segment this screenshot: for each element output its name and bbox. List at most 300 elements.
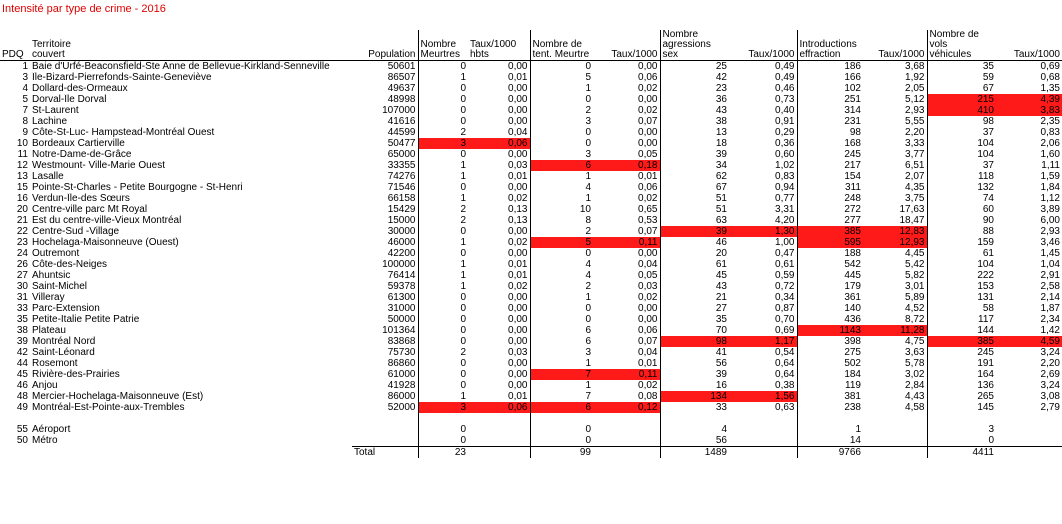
header-meurtres-line1: Nombre: [420, 39, 457, 50]
cell-territoire: Montréal-Est-Pointe-aux-Trembles: [32, 402, 185, 413]
cell-taux-introductions: 12,93: [863, 237, 927, 248]
cell-meurtres: 0: [418, 292, 468, 303]
cell-tent-meurtre: 1: [530, 171, 593, 182]
cell-taux-tent: 0,06: [638, 182, 658, 193]
cell-introductions: 119: [797, 380, 863, 391]
cell-taux-agressions: 1,56: [729, 391, 797, 402]
cell-taux-introductions: 4,52: [905, 303, 925, 314]
cell-taux-introductions: 5,82: [905, 270, 925, 281]
cell-taux-agressions: 0,36: [775, 138, 795, 149]
cell-pdq: 1: [22, 61, 28, 72]
cell-taux-tent: 0,02: [638, 83, 658, 94]
cell-taux-introductions: 11,28: [863, 325, 927, 336]
cell-taux-introductions: 4,35: [905, 182, 925, 193]
cell-population: 86860: [387, 358, 416, 369]
cell-agressions: 56: [660, 435, 729, 447]
cell-taux-introductions: 3,75: [905, 193, 925, 204]
cell-introductions: 188: [797, 248, 863, 259]
cell-pdq: 26: [16, 259, 28, 270]
header-agressions: [660, 30, 729, 61]
cell-territoire: Métro: [32, 435, 58, 447]
cell-taux-agressions: 0,91: [775, 116, 795, 127]
cell-population: 83868: [387, 336, 416, 347]
header-taux-agressions: Taux/1000: [729, 30, 797, 61]
cell-taux-meurtres: 0,01: [508, 259, 528, 270]
cell-vols: 164: [927, 369, 996, 380]
cell-vols: 59: [927, 72, 996, 83]
cell-taux-introductions: [863, 424, 927, 435]
header-vols: [927, 30, 996, 61]
cell-agressions: 4: [660, 424, 729, 435]
cell-population: 42200: [387, 248, 416, 259]
cell-pdq: 10: [16, 138, 28, 149]
table-body: [0, 61, 1062, 414]
cell-taux-introductions: 2,84: [905, 380, 925, 391]
cell-taux-agressions: 0,49: [775, 61, 795, 72]
cell-meurtres: 1: [418, 193, 468, 204]
table-row: [0, 193, 1062, 204]
cell-pdq: 50: [16, 435, 28, 447]
cell-vols: 67: [927, 83, 996, 94]
cell-taux-agressions: 0,54: [775, 347, 795, 358]
cell-territoire: Pointe-St-Charles - Petite Bourgogne - St-Henri: [32, 182, 243, 193]
cell-territoire: Notre-Dame-de-Grâce: [32, 149, 132, 160]
cell-population: 86507: [387, 72, 416, 83]
cell-tent-meurtre: 2: [530, 281, 593, 292]
cell-agressions: 51: [660, 193, 729, 204]
cell-agressions: 41: [660, 347, 729, 358]
cell-taux-tent: 0,07: [638, 336, 658, 347]
header-intro-line1: Introductions: [799, 39, 857, 50]
cell-meurtres: 1: [418, 171, 468, 182]
cell-taux-agressions: 0,70: [775, 314, 795, 325]
cell-tent-meurtre: 0: [530, 303, 593, 314]
cell-agressions: 43: [660, 281, 729, 292]
table-row: [0, 138, 1062, 149]
cell-meurtres: 0: [418, 303, 468, 314]
cell-meurtres: 0: [418, 105, 468, 116]
cell-taux-agressions: 0,46: [775, 83, 795, 94]
cell-meurtres: 1: [418, 160, 468, 171]
table-row: [0, 270, 1062, 281]
cell-vols: 159: [927, 237, 996, 248]
crime-table-wrapper: [0, 30, 1062, 458]
header-row: [0, 30, 1062, 61]
cell-tent-meurtre: 6: [530, 160, 593, 171]
cell-taux-tent: 0,06: [638, 72, 658, 83]
cell-agressions: 36: [660, 94, 729, 105]
cell-taux-tent: 0,00: [638, 61, 658, 72]
sheet-title: Intensité par type de crime - 2016: [2, 3, 166, 15]
cell-taux-introductions: 4,58: [905, 402, 925, 413]
cell-territoire: Rosemont: [32, 358, 78, 369]
cell-tent-meurtre: 3: [530, 116, 593, 127]
cell-taux-tent: 0,00: [638, 248, 658, 259]
cell-introductions: 275: [797, 347, 863, 358]
cell-taux-vols: [996, 424, 1062, 435]
cell-taux-vols: 2,06: [1040, 138, 1060, 149]
cell-tent-meurtre: 4: [530, 259, 593, 270]
cell-taux-meurtres: 0,00: [508, 182, 528, 193]
cell-introductions: 217: [797, 160, 863, 171]
cell-taux-tent: 0,11: [593, 369, 660, 380]
header-intro-line2: effraction: [799, 49, 841, 60]
cell-agressions: 23: [660, 83, 729, 94]
cell-meurtres: 0: [418, 182, 468, 193]
cell-taux-tent: [593, 435, 660, 447]
cell-taux-agressions: 0,38: [775, 380, 795, 391]
table-row: [0, 380, 1062, 391]
cell-taux-meurtres: 0,00: [508, 325, 528, 336]
cell-pdq: 8: [22, 116, 28, 127]
cell-taux-meurtres: 0,02: [508, 237, 528, 248]
cell-taux-meurtres: 0,00: [508, 314, 528, 325]
header-territoire-line1: Territoire: [32, 39, 71, 50]
cell-taux-tent: 0,05: [638, 270, 658, 281]
cell-taux-tent: 0,12: [593, 402, 660, 413]
cell-introductions: 166: [797, 72, 863, 83]
cell-tent-meurtre: 6: [530, 336, 593, 347]
cell-tent-meurtre: 1: [530, 358, 593, 369]
cell-meurtres: 1: [418, 391, 468, 402]
cell-territoire: Bordeaux Cartierville: [32, 138, 125, 149]
cell-taux-introductions: 3,68: [905, 61, 925, 72]
cell-taux-agressions: 0,87: [775, 303, 795, 314]
table-row: [0, 127, 1062, 138]
cell-meurtres: 0: [418, 358, 468, 369]
table-row: [0, 314, 1062, 325]
cell-territoire: Centre-ville parc Mt Royal: [32, 204, 148, 215]
cell-agressions: 42: [660, 72, 729, 83]
cell-pdq: 24: [16, 248, 28, 259]
cell-territoire: Villeray: [32, 292, 65, 303]
cell-taux-introductions: 8,72: [905, 314, 925, 325]
cell-taux-vols: 2,93: [1040, 226, 1060, 237]
table-row: [0, 160, 1062, 171]
table-row: [0, 94, 1062, 105]
cell-taux-vols: 1,04: [1040, 259, 1060, 270]
cell-vols: 98: [927, 116, 996, 127]
cell-tent-meurtre: 0: [530, 138, 593, 149]
cell-agressions: 39: [660, 149, 729, 160]
table-footer: [0, 447, 1062, 459]
cell-taux-meurtres: 0,04: [508, 127, 528, 138]
cell-taux-meurtres: 0,00: [508, 226, 528, 237]
cell-population: 71546: [387, 182, 416, 193]
cell-agressions: 13: [660, 127, 729, 138]
cell-taux-introductions: 5,55: [905, 116, 925, 127]
cell-introductions: 361: [797, 292, 863, 303]
cell-vols: 60: [927, 204, 996, 215]
cell-taux-tent: 0,00: [638, 138, 658, 149]
cell-pdq: 45: [16, 369, 28, 380]
cell-tent-meurtre: 1: [530, 292, 593, 303]
cell-taux-meurtres: [468, 424, 530, 435]
cell-territoire: Ahuntsic: [32, 270, 71, 281]
cell-taux-agressions: 0,64: [775, 358, 795, 369]
cell-meurtres: 0: [418, 116, 468, 127]
cell-meurtres: 0: [418, 380, 468, 391]
cell-territoire: Côte-des-Neiges: [32, 259, 108, 270]
cell-population: 75730: [387, 347, 416, 358]
cell-population: 76414: [387, 270, 416, 281]
cell-vols: 90: [927, 215, 996, 226]
cell-taux-agressions: 1,00: [775, 237, 795, 248]
cell-agressions: 16: [660, 380, 729, 391]
cell-taux-vols: 3,24: [1040, 380, 1060, 391]
cell-taux-meurtres: 0,06: [468, 402, 530, 413]
table-row: [0, 292, 1062, 303]
cell-meurtres: 1: [418, 237, 468, 248]
cell-territoire: Saint-Michel: [32, 281, 88, 292]
table-row: [0, 204, 1062, 215]
cell-taux-introductions: 2,93: [905, 105, 925, 116]
cell-taux-introductions: 2,05: [905, 83, 925, 94]
cell-territoire: Saint-Léonard: [32, 347, 95, 358]
header-taux-meurtres-line1: Taux/1000: [470, 39, 517, 50]
cell-population: [352, 435, 418, 447]
cell-taux-meurtres: 0,01: [508, 72, 528, 83]
table-row: [0, 226, 1062, 237]
cell-population: 65000: [387, 149, 416, 160]
cell-vols: 37: [927, 127, 996, 138]
cell-introductions: 154: [797, 171, 863, 182]
cell-taux-meurtres: 0,00: [508, 83, 528, 94]
cell-introductions: 385: [797, 226, 863, 237]
cell-taux-agressions: 0,63: [775, 402, 795, 413]
cell-taux-meurtres: 0,00: [508, 116, 528, 127]
total-tent: 99: [530, 447, 593, 459]
cell-vols: 385: [927, 336, 996, 347]
cell-meurtres: 0: [418, 248, 468, 259]
cell-taux-meurtres: 0,00: [508, 149, 528, 160]
cell-pdq: 33: [16, 303, 28, 314]
cell-population: 33355: [387, 160, 416, 171]
cell-agressions: 39: [660, 226, 729, 237]
cell-vols: 132: [927, 182, 996, 193]
cell-pdq: 39: [16, 336, 28, 347]
cell-agressions: 63: [660, 215, 729, 226]
header-taux-meurtres-line2: hbts: [470, 49, 489, 60]
cell-meurtres: 0: [418, 369, 468, 380]
cell-agressions: 43: [660, 105, 729, 116]
cell-taux-introductions: 2,20: [905, 127, 925, 138]
cell-taux-vols: 2,34: [1040, 314, 1060, 325]
cell-vols: 131: [927, 292, 996, 303]
cell-taux-tent: 0,07: [638, 116, 658, 127]
cell-agressions: 25: [660, 61, 729, 73]
cell-taux-tent: 0,03: [638, 281, 658, 292]
cell-taux-agressions: 0,47: [775, 248, 795, 259]
cell-pdq: 49: [16, 402, 28, 413]
cell-taux-introductions: 5,42: [905, 259, 925, 270]
extra-row: [0, 435, 1062, 447]
cell-taux-vols: 3,46: [1040, 237, 1060, 248]
cell-pdq: 35: [16, 314, 28, 325]
cell-taux-agressions: 0,49: [775, 72, 795, 83]
header-vols-line1: Nombre de vols: [929, 30, 979, 50]
cell-agressions: 27: [660, 303, 729, 314]
cell-tent-meurtre: 4: [530, 270, 593, 281]
cell-taux-meurtres: 0,13: [508, 204, 528, 215]
cell-taux-meurtres: 0,00: [508, 292, 528, 303]
cell-population: 48998: [387, 94, 416, 105]
cell-tent-meurtre: 2: [530, 226, 593, 237]
cell-vols: 104: [927, 149, 996, 160]
cell-pdq: 11: [17, 149, 28, 160]
table-row: [0, 171, 1062, 182]
cell-taux-vols: 4,39: [996, 94, 1062, 105]
cell-territoire: Hochelaga-Maisonneuve (Ouest): [32, 237, 179, 248]
header-population: Population: [352, 30, 418, 61]
table-row: [0, 237, 1062, 248]
cell-agressions: 38: [660, 116, 729, 127]
cell-pdq: 4: [22, 83, 28, 94]
cell-meurtres: 0: [418, 325, 468, 336]
cell-taux-meurtres: 0,00: [508, 105, 528, 116]
cell-pdq: 22: [16, 226, 28, 237]
cell-taux-introductions: 3,63: [905, 347, 925, 358]
cell-tent-meurtre: 1: [530, 193, 593, 204]
cell-agressions: 34: [660, 160, 729, 171]
cell-population: 50477: [387, 138, 416, 149]
cell-taux-vols: 2,79: [1040, 402, 1060, 413]
cell-introductions: 445: [797, 270, 863, 281]
header-taux-vols: Taux/1000: [996, 30, 1062, 61]
cell-taux-introductions: [863, 435, 927, 447]
extra-row: [0, 424, 1062, 435]
cell-taux-vols: 2,20: [1040, 358, 1060, 369]
cell-taux-introductions: 4,43: [905, 391, 925, 402]
cell-introductions: 179: [797, 281, 863, 292]
cell-pdq: 9: [22, 127, 28, 138]
cell-introductions: 595: [797, 237, 863, 248]
cell-tent-meurtre: 7: [530, 369, 593, 380]
cell-taux-tent: 0,02: [638, 105, 658, 116]
cell-taux-agressions: 0,59: [775, 270, 795, 281]
cell-population: 50000: [387, 314, 416, 325]
cell-introductions: 231: [797, 116, 863, 127]
cell-population: 61000: [387, 369, 416, 380]
cell-agressions: 39: [660, 369, 729, 380]
cell-taux-agressions: [729, 435, 797, 447]
cell-vols: 61: [927, 248, 996, 259]
table-row: [0, 303, 1062, 314]
table-row: [0, 83, 1062, 94]
cell-taux-meurtres: 0,06: [468, 138, 530, 149]
cell-territoire: Westmount- Ville-Marie Ouest: [32, 160, 166, 171]
cell-territoire: Centre-Sud -Village: [32, 226, 120, 237]
cell-meurtres: 0: [418, 336, 468, 347]
cell-vols: 265: [927, 391, 996, 402]
total-introductions: 9766: [797, 447, 863, 459]
cell-territoire: Île-Bizard-Pierrefonds-Sainte-Geneviève: [32, 72, 212, 83]
cell-taux-vols: 3,83: [996, 105, 1062, 116]
cell-territoire: Plateau: [32, 325, 66, 336]
cell-vols: 35: [927, 61, 996, 73]
cell-introductions: 542: [797, 259, 863, 270]
cell-population: [352, 424, 418, 435]
cell-meurtres: 0: [418, 61, 468, 73]
cell-taux-agressions: 0,73: [775, 94, 795, 105]
cell-territoire: Dollard-des-Ormeaux: [32, 83, 128, 94]
cell-taux-meurtres: 0,01: [508, 391, 528, 402]
table-row: [0, 215, 1062, 226]
cell-vols: 145: [927, 402, 996, 413]
cell-taux-tent: 0,00: [638, 314, 658, 325]
cell-taux-meurtres: 0,01: [508, 270, 528, 281]
cell-tent-meurtre: 8: [530, 215, 593, 226]
cell-pdq: 42: [16, 347, 28, 358]
cell-taux-agressions: 0,64: [775, 369, 795, 380]
cell-agressions: 51: [660, 204, 729, 215]
cell-agressions: 61: [660, 259, 729, 270]
cell-vols: 104: [927, 138, 996, 149]
cell-agressions: 35: [660, 314, 729, 325]
cell-population: 44599: [387, 127, 416, 138]
cell-taux-introductions: 3,33: [905, 138, 925, 149]
cell-vols: 222: [927, 270, 996, 281]
cell-pdq: 7: [22, 105, 28, 116]
cell-meurtres: 3: [418, 402, 468, 413]
table-row: [0, 325, 1062, 336]
cell-tent-meurtre: 0: [530, 314, 593, 325]
cell-vols: 0: [927, 435, 996, 447]
cell-taux-tent: 0,00: [638, 127, 658, 138]
cell-territoire: Anjou: [32, 380, 58, 391]
header-agr-line2: agressions sex: [662, 39, 711, 60]
cell-taux-tent: 0,00: [638, 94, 658, 105]
cell-pdq: 31: [16, 292, 28, 303]
cell-taux-agressions: 0,40: [775, 105, 795, 116]
header-taux-meurtres: [468, 30, 530, 61]
cell-taux-introductions: 2,07: [905, 171, 925, 182]
cell-taux-meurtres: 0,00: [508, 358, 528, 369]
cell-taux-vols: 1,12: [1040, 193, 1060, 204]
cell-taux-agressions: 1,02: [775, 160, 795, 171]
table-row: [0, 336, 1062, 347]
cell-taux-vols: 1,84: [1040, 182, 1060, 193]
cell-meurtres: 1: [418, 270, 468, 281]
cell-territoire: St-Laurent: [32, 105, 79, 116]
cell-taux-introductions: 17,63: [899, 204, 925, 215]
cell-taux-vols: 4,59: [996, 336, 1062, 347]
total-vols: 4411: [927, 447, 996, 459]
cell-meurtres: 0: [418, 226, 468, 237]
cell-taux-meurtres: 0,03: [508, 160, 528, 171]
cell-taux-vols: 1,35: [1040, 83, 1060, 94]
cell-taux-meurtres: 0,00: [508, 336, 528, 347]
cell-taux-introductions: 5,89: [905, 292, 925, 303]
cell-taux-tent: 0,06: [638, 325, 658, 336]
cell-introductions: 436: [797, 314, 863, 325]
cell-agressions: 33: [660, 402, 729, 413]
cell-tent-meurtre: 0: [530, 435, 593, 447]
cell-tent-meurtre: 0: [530, 61, 593, 73]
cell-meurtres: 2: [418, 204, 468, 215]
cell-pdq: 16: [16, 193, 28, 204]
header-taux-introductions: Taux/1000: [863, 30, 927, 61]
cell-taux-introductions: 3,02: [905, 369, 925, 380]
cell-territoire: Dorval-Île Dorval: [32, 94, 107, 105]
cell-vols: 37: [927, 160, 996, 171]
table-extra-body: [0, 413, 1062, 447]
cell-territoire: Mercier-Hochelaga-Maisonneuve (Est): [32, 391, 204, 402]
cell-population: 15000: [387, 215, 416, 226]
cell-population: 66158: [387, 193, 416, 204]
cell-taux-tent: 0,04: [638, 259, 658, 270]
cell-introductions: 248: [797, 193, 863, 204]
